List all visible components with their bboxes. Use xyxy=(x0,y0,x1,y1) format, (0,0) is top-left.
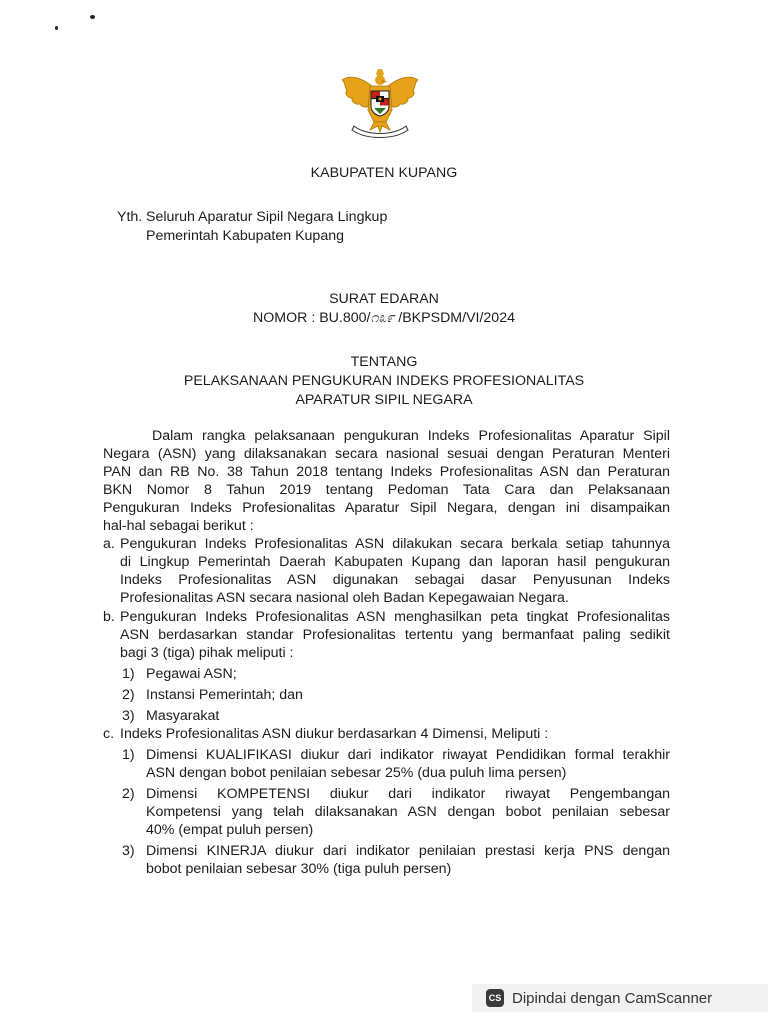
number-prefix: NOMOR : BU.800/ xyxy=(253,310,371,326)
camscanner-watermark xyxy=(472,984,768,1012)
point-c-item-line: Dimensi KINERJA diukur dari indikator penilaian prestasi kerja PNS dengan xyxy=(146,843,670,859)
point-c-item-number: 2) xyxy=(122,786,135,802)
number-handwritten: ೧೩೯ xyxy=(370,310,395,326)
garuda-emblem xyxy=(338,66,422,140)
subject-label: TENTANG xyxy=(350,354,418,370)
intro-line: PAN dan RB No. 38 Tahun 2018 tentang Indeks Profesionalitas ASN dan Peraturan xyxy=(103,464,670,480)
point-c-item-number: 1) xyxy=(122,747,135,763)
point-b-item-number: 1) xyxy=(122,666,135,682)
document-type: SURAT EDARAN xyxy=(329,291,439,307)
scan-speck xyxy=(90,15,95,19)
point-a-line: Indeks Profesionalitas ASN digunakan sebagai dasar Penyusunan Indeks xyxy=(120,572,670,588)
point-c-item-line: Dimensi KUALIFIKASI diukur dari indikator riwayat Pendidikan formal terakhir xyxy=(146,747,670,763)
point-c-item-line: bobot penilaian sebesar 30% (tiga puluh persen) xyxy=(146,861,452,877)
point-c-item-line: Dimensi KOMPETENSI diukur dari indikator riwayat Pengembangan xyxy=(146,786,670,802)
point-c-item-number: 3) xyxy=(122,843,135,859)
intro-line: BKN Nomor 8 Tahun 2019 tentang Pedoman Tata Cara dan Pelaksanaan xyxy=(103,482,670,498)
intro-line: hal-hal sebagai berikut : xyxy=(103,518,254,534)
intro-line: Negara (ASN) yang dilaksanakan secara nasional sesuai dengan Peraturan Menteri xyxy=(103,446,670,462)
point-b-item-text: Masyarakat xyxy=(146,708,220,724)
subject-line-1: PELAKSANAAN PENGUKURAN INDEKS PROFESIONALITAS xyxy=(183,373,585,389)
point-b-item-number: 2) xyxy=(122,687,135,703)
point-b-line: bagi 3 (tiga) pihak meliputi : xyxy=(120,645,294,661)
intro-line: Pengukuran Indeks Profesionalitas Aparatur Sipil Negara, dengan ini disampaikan xyxy=(103,500,670,516)
addressee-prefix: Yth. xyxy=(117,209,143,225)
camscanner-text: Dipindai dengan CamScanner xyxy=(512,989,713,1007)
point-b-marker: b. xyxy=(103,609,115,625)
point-b-item-text: Instansi Pemerintah; dan xyxy=(146,687,303,703)
intro-line: Dalam rangka pelaksanaan pengukuran Indeks Profesionalitas Aparatur Sipil xyxy=(152,428,670,444)
point-c-line: Indeks Profesionalitas ASN diukur berdasarkan 4 Dimensi, Meliputi : xyxy=(120,726,549,742)
addressee-line-1: Seluruh Aparatur Sipil Negara Lingkup xyxy=(146,209,388,225)
point-c-item-line: Kompetensi yang telah dilaksanakan ASN dengan bobot penilaian sebesar xyxy=(146,804,670,820)
point-a-line: di Lingkup Pemerintah Daerah Kabupaten Kupang dan laporan hasil pengukuran xyxy=(120,554,670,570)
point-a-marker: a. xyxy=(103,536,115,552)
addressee-line-2: Pemerintah Kabupaten Kupang xyxy=(146,228,344,244)
point-a-line: Pengukuran Indeks Profesionalitas ASN dilakukan secara berkala setiap tahunnya xyxy=(120,536,670,552)
point-c-item-line: 40% (empat puluh persen) xyxy=(146,822,314,838)
number-suffix: /BKPSDM/VI/2024 xyxy=(394,310,515,326)
point-b-item-text: Pegawai ASN; xyxy=(146,666,237,682)
point-b-line: ASN berdasarkan standar Profesionalitas tertentu yang bermanfaat paling sedikit xyxy=(120,627,670,643)
document-number xyxy=(0,309,768,328)
scan-speck xyxy=(55,26,58,30)
subject-line-2: APARATUR SIPIL NEGARA xyxy=(295,392,473,408)
point-b-item-number: 3) xyxy=(122,708,135,724)
camscanner-logo-icon: CS xyxy=(486,989,504,1007)
point-a-line: Profesionalitas ASN secara nasional oleh Badan Kepegawaian Negara. xyxy=(120,590,569,606)
regency-title: KABUPATEN KUPANG xyxy=(310,165,458,181)
point-c-item-line: ASN dengan bobot penilaian sebesar 25% (dua puluh lima persen) xyxy=(146,765,567,781)
point-b-line: Pengukuran Indeks Profesionalitas ASN menghasilkan peta tingkat Profesionalitas xyxy=(120,609,670,625)
point-c-marker: c. xyxy=(103,726,115,742)
